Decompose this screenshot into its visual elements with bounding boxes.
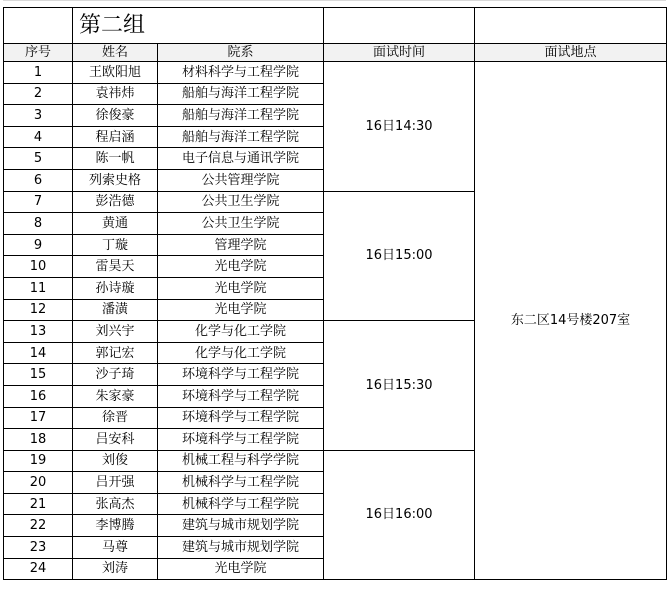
cell-no: 6 bbox=[4, 169, 73, 191]
page-top-rule bbox=[3, 0, 666, 1]
cell-no: 24 bbox=[4, 558, 73, 580]
cell-name: 王欧阳旭 bbox=[73, 62, 158, 84]
cell-no: 17 bbox=[4, 407, 73, 429]
cell-dept: 建筑与城市规划学院 bbox=[158, 537, 324, 559]
header-name: 姓名 bbox=[73, 44, 158, 62]
header-place: 面试地点 bbox=[475, 44, 667, 62]
header-time: 面试时间 bbox=[324, 44, 475, 62]
cell-dept: 机械工程与科学学院 bbox=[158, 450, 324, 472]
cell-dept: 化学与化工学院 bbox=[158, 342, 324, 364]
cell-dept: 公共管理学院 bbox=[158, 169, 324, 191]
cell-name: 黄通 bbox=[73, 213, 158, 235]
cell-no: 14 bbox=[4, 342, 73, 364]
cell-no: 3 bbox=[4, 105, 73, 127]
cell-dept: 船舶与海洋工程学院 bbox=[158, 83, 324, 105]
cell-no: 13 bbox=[4, 321, 73, 343]
cell-name: 徐晋 bbox=[73, 407, 158, 429]
cell-name: 马尊 bbox=[73, 537, 158, 559]
cell-dept: 环境科学与工程学院 bbox=[158, 364, 324, 386]
cell-no: 5 bbox=[4, 148, 73, 170]
interview-schedule-table bbox=[3, 7, 667, 580]
cell-name: 程启涵 bbox=[73, 126, 158, 148]
cell-name: 潘潢 bbox=[73, 299, 158, 321]
cell-name: 徐俊豪 bbox=[73, 105, 158, 127]
cell-dept: 光电学院 bbox=[158, 256, 324, 278]
cell-no: 4 bbox=[4, 126, 73, 148]
cell-dept: 电子信息与通讯学院 bbox=[158, 148, 324, 170]
cell-dept: 光电学院 bbox=[158, 277, 324, 299]
header-dept: 院系 bbox=[158, 44, 324, 62]
cell-no: 20 bbox=[4, 472, 73, 494]
cell-time: 16日15:00 bbox=[324, 191, 475, 321]
cell-name: 彭浩德 bbox=[73, 191, 158, 213]
title-row bbox=[4, 8, 667, 44]
cell-name: 张高杰 bbox=[73, 493, 158, 515]
cell-dept: 船舶与海洋工程学院 bbox=[158, 126, 324, 148]
cell-dept: 材料科学与工程学院 bbox=[158, 62, 324, 84]
cell-no: 12 bbox=[4, 299, 73, 321]
cell-dept: 环境科学与工程学院 bbox=[158, 407, 324, 429]
cell-name: 列索史格 bbox=[73, 169, 158, 191]
cell-no: 11 bbox=[4, 277, 73, 299]
cell-dept: 公共卫生学院 bbox=[158, 213, 324, 235]
cell-no: 9 bbox=[4, 234, 73, 256]
cell-dept: 管理学院 bbox=[158, 234, 324, 256]
cell-dept: 环境科学与工程学院 bbox=[158, 385, 324, 407]
cell-no: 7 bbox=[4, 191, 73, 213]
cell-time: 16日15:30 bbox=[324, 321, 475, 451]
cell-dept: 建筑与城市规划学院 bbox=[158, 515, 324, 537]
cell-no: 22 bbox=[4, 515, 73, 537]
header-no: 序号 bbox=[4, 44, 73, 62]
cell-no: 8 bbox=[4, 213, 73, 235]
title-blank-cell bbox=[475, 8, 667, 44]
cell-no: 18 bbox=[4, 429, 73, 451]
cell-name: 郭记宏 bbox=[73, 342, 158, 364]
title-blank-cell bbox=[324, 8, 475, 44]
table-row bbox=[4, 62, 667, 84]
cell-no: 21 bbox=[4, 493, 73, 515]
cell-no: 10 bbox=[4, 256, 73, 278]
header-row bbox=[4, 44, 667, 62]
cell-name: 吕开强 bbox=[73, 472, 158, 494]
cell-name: 李博腾 bbox=[73, 515, 158, 537]
cell-dept: 化学与化工学院 bbox=[158, 321, 324, 343]
cell-name: 雷昊天 bbox=[73, 256, 158, 278]
cell-place: 东二区14号楼207室 bbox=[475, 62, 667, 580]
cell-dept: 光电学院 bbox=[158, 299, 324, 321]
cell-name: 刘兴宇 bbox=[73, 321, 158, 343]
cell-no: 16 bbox=[4, 385, 73, 407]
cell-time: 16日16:00 bbox=[324, 450, 475, 580]
group-title: 第二组 bbox=[73, 8, 324, 44]
cell-name: 沙子琦 bbox=[73, 364, 158, 386]
cell-no: 19 bbox=[4, 450, 73, 472]
cell-name: 袁祎炜 bbox=[73, 83, 158, 105]
cell-name: 陈一帆 bbox=[73, 148, 158, 170]
cell-dept: 公共卫生学院 bbox=[158, 191, 324, 213]
cell-no: 15 bbox=[4, 364, 73, 386]
cell-dept: 机械科学与工程学院 bbox=[158, 472, 324, 494]
cell-name: 孙诗璇 bbox=[73, 277, 158, 299]
cell-dept: 光电学院 bbox=[158, 558, 324, 580]
cell-dept: 机械科学与工程学院 bbox=[158, 493, 324, 515]
cell-dept: 环境科学与工程学院 bbox=[158, 429, 324, 451]
cell-no: 23 bbox=[4, 537, 73, 559]
cell-dept: 船舶与海洋工程学院 bbox=[158, 105, 324, 127]
cell-name: 刘涛 bbox=[73, 558, 158, 580]
cell-name: 刘俊 bbox=[73, 450, 158, 472]
cell-no: 1 bbox=[4, 62, 73, 84]
cell-name: 朱家豪 bbox=[73, 385, 158, 407]
cell-name: 吕安科 bbox=[73, 429, 158, 451]
cell-name: 丁璇 bbox=[73, 234, 158, 256]
title-blank-cell bbox=[4, 8, 73, 44]
cell-no: 2 bbox=[4, 83, 73, 105]
cell-time: 16日14:30 bbox=[324, 62, 475, 192]
